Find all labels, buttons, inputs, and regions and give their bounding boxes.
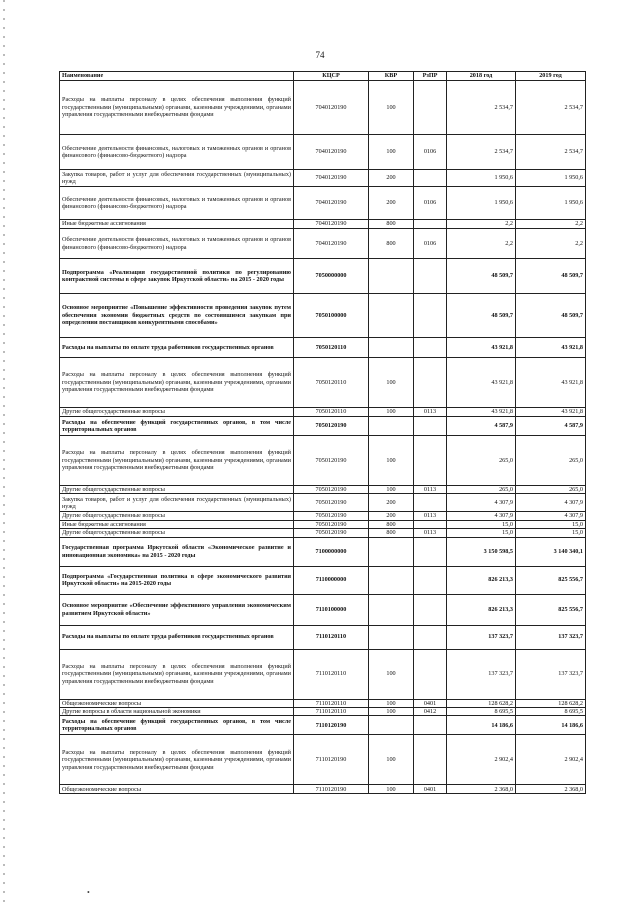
cell-y2019: 2 368,0	[516, 785, 586, 794]
cell-y2019: 825 556,7	[516, 594, 586, 625]
cell-rzpr	[414, 294, 447, 338]
cell-ksr: 7110120110	[294, 699, 369, 707]
cell-rzpr: 0113	[414, 512, 447, 520]
cell-rzpr	[414, 735, 447, 785]
cell-kvr: 200	[369, 494, 414, 512]
table-row	[60, 537, 586, 566]
scan-dot: •	[87, 888, 90, 897]
cell-y2018: 2 534,7	[447, 135, 516, 170]
cell-kvr: 200	[369, 187, 414, 220]
cell-name: Подпрограмма «Государственная политика в сфере экономического развития Иркутской области» на 2015-2020 годы	[60, 566, 294, 594]
header-2018: 2018 год	[447, 72, 516, 81]
cell-y2018: 15,0	[447, 520, 516, 528]
cell-kvr: 100	[369, 735, 414, 785]
table-row	[60, 529, 586, 537]
cell-rzpr	[414, 566, 447, 594]
cell-rzpr: 0401	[414, 699, 447, 707]
scan-binding-marks	[3, 0, 5, 905]
cell-name: Другие общегосударственные вопросы	[60, 529, 294, 537]
cell-name: Другие общегосударственные вопросы	[60, 486, 294, 494]
cell-name: Закупка товаров, работ и услуг для обеспечения государственных (муниципальных) нужд	[60, 170, 294, 187]
cell-rzpr	[414, 358, 447, 408]
cell-name: Общеэкономические вопросы	[60, 699, 294, 707]
cell-name: Обеспечение деятельности финансовых, налоговых и таможенных органов и органов финансового (финансово-бюджетного) надзора	[60, 135, 294, 170]
cell-y2019: 1 950,6	[516, 187, 586, 220]
table-row	[60, 135, 586, 170]
cell-ksr: 7110120110	[294, 625, 369, 649]
cell-kvr: 100	[369, 81, 414, 135]
cell-rzpr	[414, 520, 447, 528]
cell-y2018: 128 628,2	[447, 699, 516, 707]
cell-y2019: 825 556,7	[516, 566, 586, 594]
cell-kvr: 100	[369, 408, 414, 417]
cell-y2019: 265,0	[516, 486, 586, 494]
cell-y2019: 15,0	[516, 520, 586, 528]
table-row	[60, 229, 586, 259]
table-row	[60, 358, 586, 408]
cell-y2019: 14 186,6	[516, 716, 586, 735]
table-row	[60, 338, 586, 358]
cell-y2018: 48 509,7	[447, 259, 516, 294]
cell-y2019: 4 307,9	[516, 494, 586, 512]
cell-name: Расходы на выплаты персоналу в целях обеспечения выполнения функций государственными (муниципальными) органами, казенными учреждениями, органами управления государственными внебюджетными фондами	[60, 735, 294, 785]
table-row	[60, 520, 586, 528]
cell-ksr: 7110000000	[294, 566, 369, 594]
cell-y2019: 3 140 340,1	[516, 537, 586, 566]
cell-name: Подпрограмма «Реализация государственной политики по регулированию контрактной системы в сфере закупок Иркутской области» на 2015 - 2020 годы	[60, 259, 294, 294]
cell-y2019: 2 534,7	[516, 81, 586, 135]
cell-ksr: 7040120190	[294, 220, 369, 229]
cell-name: Обеспечение деятельности финансовых, налоговых и таможенных органов и органов финансового (финансово-бюджетного) надзора	[60, 229, 294, 259]
table-row	[60, 436, 586, 486]
table-body	[60, 81, 586, 794]
table-row	[60, 708, 586, 716]
cell-y2018: 1 950,6	[447, 170, 516, 187]
cell-ksr: 7040120190	[294, 81, 369, 135]
cell-name: Расходы на выплаты персоналу в целях обеспечения выполнения функций государственными (муниципальными) органами, казенными учреждениями, органами управления государственными внебюджетными фондами	[60, 358, 294, 408]
cell-y2018: 137 323,7	[447, 649, 516, 699]
cell-y2019: 48 509,7	[516, 259, 586, 294]
cell-kvr: 800	[369, 220, 414, 229]
cell-rzpr: 0401	[414, 785, 447, 794]
cell-ksr: 7050120190	[294, 417, 369, 436]
table-row	[60, 486, 586, 494]
cell-rzpr	[414, 494, 447, 512]
cell-kvr: 100	[369, 785, 414, 794]
cell-kvr	[369, 594, 414, 625]
table-row	[60, 259, 586, 294]
cell-y2019: 8 695,5	[516, 708, 586, 716]
cell-y2018: 43 921,8	[447, 408, 516, 417]
cell-name: Другие общегосударственные вопросы	[60, 408, 294, 417]
cell-name: Закупка товаров, работ и услуг для обеспечения государственных (муниципальных) нужд	[60, 494, 294, 512]
cell-ksr: 7050120110	[294, 358, 369, 408]
cell-y2019: 2 902,4	[516, 735, 586, 785]
cell-ksr: 7050120190	[294, 512, 369, 520]
cell-rzpr	[414, 220, 447, 229]
cell-y2018: 48 509,7	[447, 294, 516, 338]
cell-y2018: 2,2	[447, 229, 516, 259]
cell-y2018: 1 950,6	[447, 187, 516, 220]
page-number: 74	[315, 50, 325, 60]
cell-y2019: 4 307,9	[516, 512, 586, 520]
cell-y2018: 43 921,8	[447, 338, 516, 358]
cell-y2018: 265,0	[447, 436, 516, 486]
cell-name: Расходы на обеспечение функций государственных органов, в том числе территориальных органов	[60, 716, 294, 735]
cell-rzpr: 0412	[414, 708, 447, 716]
header-rzpr: РзПР	[414, 72, 447, 81]
cell-y2019: 265,0	[516, 436, 586, 486]
cell-rzpr	[414, 259, 447, 294]
cell-y2018: 14 186,6	[447, 716, 516, 735]
cell-rzpr: 0106	[414, 135, 447, 170]
header-ksr: КЦСР	[294, 72, 369, 81]
table-row	[60, 81, 586, 135]
cell-name: Расходы на обеспечение функций государственных органов, в том числе территориальных органов	[60, 417, 294, 436]
cell-rzpr: 0106	[414, 187, 447, 220]
cell-name: Общеэкономические вопросы	[60, 785, 294, 794]
cell-kvr: 100	[369, 486, 414, 494]
cell-y2019: 2 534,7	[516, 135, 586, 170]
cell-rzpr	[414, 594, 447, 625]
cell-y2018: 8 695,5	[447, 708, 516, 716]
table-row	[60, 417, 586, 436]
cell-ksr: 7050120190	[294, 486, 369, 494]
cell-y2018: 137 323,7	[447, 625, 516, 649]
cell-y2018: 826 213,3	[447, 594, 516, 625]
cell-rzpr: 0106	[414, 229, 447, 259]
cell-rzpr	[414, 436, 447, 486]
cell-ksr: 7050120110	[294, 408, 369, 417]
cell-rzpr	[414, 338, 447, 358]
cell-y2019: 2,2	[516, 229, 586, 259]
cell-y2019: 15,0	[516, 529, 586, 537]
cell-y2018: 43 921,8	[447, 358, 516, 408]
cell-y2018: 2 902,4	[447, 735, 516, 785]
cell-kvr: 100	[369, 135, 414, 170]
cell-ksr: 7050120190	[294, 494, 369, 512]
cell-y2019: 137 323,7	[516, 625, 586, 649]
cell-ksr: 7100000000	[294, 537, 369, 566]
table-row	[60, 187, 586, 220]
cell-y2019: 4 587,9	[516, 417, 586, 436]
cell-kvr	[369, 625, 414, 649]
cell-rzpr	[414, 537, 447, 566]
header-name: Наименование	[60, 72, 294, 81]
cell-y2018: 4 307,9	[447, 494, 516, 512]
table-row	[60, 735, 586, 785]
cell-ksr: 7040120190	[294, 135, 369, 170]
cell-ksr: 7110120190	[294, 716, 369, 735]
cell-kvr: 100	[369, 649, 414, 699]
cell-ksr: 7110120190	[294, 785, 369, 794]
cell-y2019: 1 950,6	[516, 170, 586, 187]
header-kvr: КВР	[369, 72, 414, 81]
cell-ksr: 7110120110	[294, 649, 369, 699]
cell-kvr	[369, 417, 414, 436]
cell-kvr: 200	[369, 170, 414, 187]
budget-table	[59, 71, 586, 794]
cell-y2018: 826 213,3	[447, 566, 516, 594]
cell-name: Основное мероприятие «Обеспечение эффективного управления экономическим развитием Иркутской области»	[60, 594, 294, 625]
cell-kvr	[369, 294, 414, 338]
cell-ksr: 7040120190	[294, 229, 369, 259]
table-row	[60, 294, 586, 338]
cell-rzpr	[414, 716, 447, 735]
cell-y2019: 43 921,8	[516, 338, 586, 358]
cell-ksr: 7050000000	[294, 259, 369, 294]
cell-ksr: 7050100000	[294, 294, 369, 338]
cell-name: Расходы на выплаты персоналу в целях обеспечения выполнения функций государственными (муниципальными) органами, казенными учреждениями, органами управления государственными внебюджетными фондами	[60, 436, 294, 486]
cell-y2019: 48 509,7	[516, 294, 586, 338]
cell-y2019: 128 628,2	[516, 699, 586, 707]
cell-name: Расходы на выплаты по оплате труда работников государственных органов	[60, 338, 294, 358]
cell-rzpr	[414, 649, 447, 699]
table-row	[60, 594, 586, 625]
cell-kvr	[369, 716, 414, 735]
cell-y2018: 4 587,9	[447, 417, 516, 436]
cell-y2018: 2 534,7	[447, 81, 516, 135]
cell-y2019: 137 323,7	[516, 649, 586, 699]
cell-ksr: 7040120190	[294, 187, 369, 220]
cell-kvr	[369, 338, 414, 358]
table-row	[60, 512, 586, 520]
cell-y2018: 4 307,9	[447, 512, 516, 520]
cell-kvr: 800	[369, 520, 414, 528]
cell-y2019: 43 921,8	[516, 408, 586, 417]
cell-y2018: 3 150 598,5	[447, 537, 516, 566]
table-row	[60, 566, 586, 594]
cell-ksr: 7040120190	[294, 170, 369, 187]
table-row	[60, 170, 586, 187]
cell-kvr	[369, 566, 414, 594]
cell-name: Другие вопросы в области национальной экономики	[60, 708, 294, 716]
cell-kvr: 800	[369, 529, 414, 537]
cell-name: Иные бюджетные ассигнования	[60, 220, 294, 229]
cell-name: Государственная программа Иркутской области «Экономическое развитие и инновационная экономика» на 2015 - 2020 годы	[60, 537, 294, 566]
cell-name: Расходы на выплаты персоналу в целях обеспечения выполнения функций государственными (муниципальными) органами, казенными учреждениями, органами управления государственными внебюджетными фондами	[60, 649, 294, 699]
cell-y2018: 2 368,0	[447, 785, 516, 794]
cell-ksr: 7050120110	[294, 338, 369, 358]
cell-y2018: 2,2	[447, 220, 516, 229]
cell-ksr: 7050120190	[294, 436, 369, 486]
header-2019: 2019 год	[516, 72, 586, 81]
cell-kvr: 200	[369, 512, 414, 520]
cell-kvr: 100	[369, 708, 414, 716]
cell-kvr: 100	[369, 436, 414, 486]
table-row	[60, 785, 586, 794]
cell-name: Расходы на выплаты персоналу в целях обеспечения выполнения функций государственными (муниципальными) органами, казенными учреждениями, органами управления государственными внебюджетными фондами	[60, 81, 294, 135]
cell-ksr: 7110100000	[294, 594, 369, 625]
cell-name: Расходы на выплаты по оплате труда работников государственных органов	[60, 625, 294, 649]
cell-kvr: 800	[369, 229, 414, 259]
cell-rzpr	[414, 170, 447, 187]
cell-y2019: 2,2	[516, 220, 586, 229]
cell-rzpr: 0113	[414, 408, 447, 417]
cell-y2019: 43 921,8	[516, 358, 586, 408]
cell-ksr: 7050120190	[294, 520, 369, 528]
cell-name: Другие общегосударственные вопросы	[60, 512, 294, 520]
cell-ksr: 7110120190	[294, 735, 369, 785]
table-header-row	[60, 72, 586, 81]
cell-rzpr: 0113	[414, 529, 447, 537]
table-row	[60, 408, 586, 417]
cell-rzpr	[414, 417, 447, 436]
cell-name: Обеспечение деятельности финансовых, налоговых и таможенных органов и органов финансового (финансово-бюджетного) надзора	[60, 187, 294, 220]
cell-name: Основное мероприятие «Повышение эффективности проведения закупок путем обеспечения экономии бюджетных средств по состоявшимся закупкам при определении поставщиков конкурентными способами»	[60, 294, 294, 338]
cell-y2018: 15,0	[447, 529, 516, 537]
cell-rzpr: 0113	[414, 486, 447, 494]
table-row	[60, 220, 586, 229]
cell-kvr: 100	[369, 358, 414, 408]
cell-rzpr	[414, 625, 447, 649]
cell-ksr: 7110120110	[294, 708, 369, 716]
cell-y2018: 265,0	[447, 486, 516, 494]
cell-rzpr	[414, 81, 447, 135]
table-row	[60, 649, 586, 699]
cell-ksr: 7050120190	[294, 529, 369, 537]
table-row	[60, 699, 586, 707]
table-row	[60, 625, 586, 649]
cell-kvr: 100	[369, 699, 414, 707]
cell-name: Иные бюджетные ассигнования	[60, 520, 294, 528]
table-row	[60, 494, 586, 512]
table-row	[60, 716, 586, 735]
cell-kvr	[369, 259, 414, 294]
cell-kvr	[369, 537, 414, 566]
